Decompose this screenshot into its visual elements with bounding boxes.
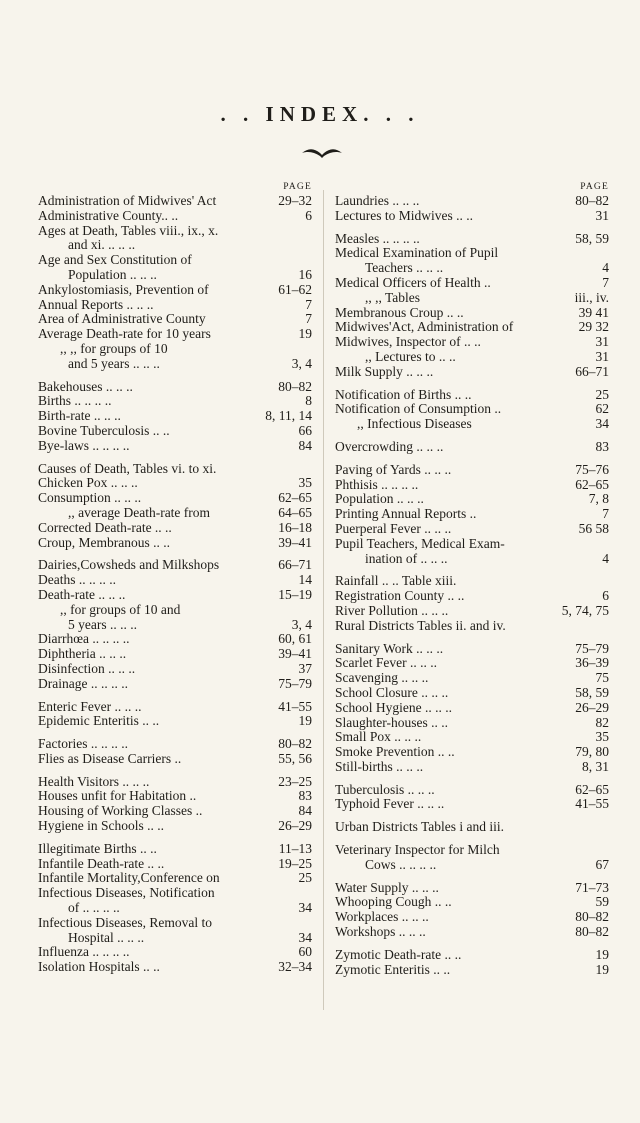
index-entry-page: 34 [298,900,312,916]
index-entry-text: ,, ,, Tables [365,290,421,305]
index-entry [38,842,312,857]
index-entry [335,730,609,745]
index-entry-page: 7, 8 [588,491,609,507]
index-entry-text: Workplaces .. .. .. [335,910,429,925]
index-entry-page: 39–41 [278,534,312,550]
index-entry-text: Housing of Working Classes .. [38,804,203,819]
index-entry [335,783,609,798]
ornament-icon [300,146,344,160]
index-entry-page: 25 [595,386,609,402]
index-entry-text: School Hygiene .. .. .. [335,700,452,715]
index-entry-text: Zymotic Enteritis .. .. [335,962,451,977]
index-entry-page: 31 [595,207,609,223]
index-entry-text: Croup, Membranous .. .. [38,535,170,550]
index-entry [335,686,609,701]
index-column-left [38,180,312,975]
index-entry-page: 58, 59 [575,230,609,246]
index-entry-page: 7 [305,296,312,312]
index-entry-text: Deaths .. .. .. .. [38,573,116,588]
index-entry [38,714,312,729]
index-entry [335,881,609,896]
index-entry-page: 41–55 [278,698,312,714]
index-entry [335,656,609,671]
index-entry [38,886,312,901]
index-entry [38,521,312,536]
index-entry-text: Birth-rate .. .. .. [38,409,121,424]
index-entry [38,804,312,819]
index-entry-text: Administration of Midwives' Act [38,194,217,208]
index-entry-page: 80–82 [575,193,609,208]
index-entry-text: Illegitimate Births .. .. [38,841,157,856]
index-entry-text: Lectures to Midwives .. .. [335,208,473,223]
index-entry-page: 80–82 [575,909,609,925]
index-entry-page: 84 [298,803,312,819]
index-entry-page: 34 [595,416,609,432]
index-entry-text: Corrected Death-rate .. .. [38,520,172,535]
index-entry [38,752,312,767]
index-entry [335,463,609,478]
index-entry-text: Infantile Mortality,Conference on [38,871,220,886]
index-entry-page: 80–82 [278,736,312,752]
index-entry-page: 11–13 [278,840,312,856]
index-entry [38,647,312,662]
index-entry-text: ination of .. .. .. [365,551,448,566]
index-entry [38,945,312,960]
index-entry [38,677,312,692]
entry-gap [38,729,312,737]
index-entry-text: Medical Officers of Health .. [335,275,491,290]
index-entry-text: Still-births .. .. .. [335,759,424,774]
index-entry-page: 8 [305,393,312,409]
index-entry [335,335,609,350]
index-entry-page: 19 [595,946,609,962]
entry-gap [38,692,312,700]
index-entry-page: 67 [595,856,609,872]
index-entry-text: Medical Examination of Pupil [335,246,499,261]
index-entry-text: Influenza .. .. .. .. [38,945,130,960]
index-entry [335,306,609,321]
index-entry [38,819,312,834]
index-entry-page: 15–19 [278,586,312,602]
index-entry-text: Diarrhœa .. .. .. .. [38,632,130,647]
index-entry [38,901,312,916]
index-entry-page: 16–18 [278,519,312,535]
index-entry-page: 14 [298,572,312,588]
index-entry [335,716,609,731]
index-entry-page: 7 [602,506,609,522]
index-entry-text: of .. .. .. .. [68,901,120,916]
index-entry [38,506,312,521]
index-entry-text: ,, ,, for groups of 10 [60,341,168,356]
index-entry-page: 29 32 [578,319,609,335]
index-entry [335,440,609,455]
index-entry-text: Diphtheria .. .. .. [38,647,127,662]
index-entry-text: Population .. .. .. [335,492,424,507]
index-entry-text: Membranous Croup .. .. [335,305,464,320]
index-entry [335,276,609,291]
entry-gap [335,835,609,843]
index-entry-page: 75–79 [278,675,312,691]
index-entry-page: 62–65 [575,476,609,492]
index-entry [38,298,312,313]
index-entry-text: Water Supply .. .. .. [335,880,439,895]
index-entry [38,588,312,603]
entry-gap [38,550,312,558]
index-entry-page: 19 [595,961,609,977]
index-entry-text: Infectious Diseases, Removal to [38,915,212,930]
entry-gap [38,454,312,462]
index-entry-page: 4 [602,550,609,566]
index-entry-page: 32–34 [278,959,312,975]
index-entry [335,522,609,537]
index-entry-text: and 5 years .. .. .. [68,356,160,371]
index-entry-page: 59 [595,894,609,910]
index-entry [335,209,609,224]
index-entry [38,209,312,224]
index-entry [335,671,609,686]
index-entry [335,963,609,978]
index-entry-text: Scavenging .. .. .. [335,671,429,686]
index-entry-text: Causes of Death, Tables vi. to xi. [38,461,217,476]
page-column-header: PAGE [283,182,312,192]
index-entry-text: Milk Supply .. .. .. [335,364,434,379]
index-entry [335,858,609,873]
index-entry [335,507,609,522]
index-entry [335,843,609,858]
index-entry [38,357,312,372]
index-entry [335,948,609,963]
index-entry-text: Hospital .. .. .. [68,930,145,945]
entry-gap [335,634,609,642]
index-entry [38,194,312,209]
index-entry [335,895,609,910]
entry-gap [335,812,609,820]
entry-gap [38,834,312,842]
index-entry [335,417,609,432]
index-entry-page: 82 [595,714,609,730]
index-entry [38,789,312,804]
index-entry-text: Bye-laws .. .. .. .. [38,438,130,453]
index-entry-text: Paving of Yards .. .. .. [335,462,452,477]
index-entry [38,857,312,872]
index-entry-text: Rainfall .. .. Table xiii. [335,574,457,589]
index-entry [38,603,312,618]
index-entry-text: Chicken Pox .. .. .. [38,476,138,491]
index-entry-page: 83 [595,438,609,454]
index-entry [335,388,609,403]
index-entry-page: 7 [602,274,609,290]
index-entry-text: Births .. .. .. .. [38,394,112,409]
index-entry [335,194,609,209]
index-entry-text: Zymotic Death-rate .. .. [335,947,462,962]
index-entry-text: Drainage .. .. .. .. [38,676,128,691]
index-entry [38,573,312,588]
index-entry-text: School Closure .. .. .. [335,685,449,700]
entry-gap [335,224,609,232]
index-entry-text: Laundries .. .. .. [335,194,420,208]
index-entry [38,312,312,327]
index-entry-text: River Pollution .. .. .. [335,603,449,618]
index-entry [38,253,312,268]
index-entry-text: Midwives'Act, Administration of [335,320,514,335]
index-entry [335,589,609,604]
index-entry-text: Isolation Hospitals .. .. [38,960,160,975]
entry-gap [335,873,609,881]
index-entry-page: 84 [298,437,312,453]
index-entry [335,701,609,716]
index-entry [38,224,312,239]
index-entry-text: Scarlet Fever .. .. .. [335,656,437,671]
index-entry-page: 55, 56 [278,750,312,766]
index-entry-page: 71–73 [575,879,609,895]
index-entry-text: Average Death-rate for 10 years [38,327,211,342]
index-entry-page: 4 [602,260,609,276]
index-entry [38,439,312,454]
index-entry-page: 61–62 [278,281,312,297]
index-entry-text: ,, for groups of 10 and [60,602,181,617]
index-entry-text: Measles .. .. .. .. [335,231,420,246]
index-entry [335,350,609,365]
column-divider [323,190,324,1010]
index-entry-page: 39 41 [578,304,609,320]
index-entry [38,632,312,647]
index-entry-text: Phthisis .. .. .. .. [335,477,419,492]
index-entry-page: 60 [298,944,312,960]
index-entry-text: Dairies,Cowsheds and Milkshops [38,558,220,573]
index-entry-page: 35 [595,729,609,745]
index-entry [38,409,312,424]
index-entry [335,745,609,760]
entry-gap [335,940,609,948]
index-entry [335,552,609,567]
index-entry-text: Rural Districts Tables ii. and iv. [335,618,506,633]
index-entry [335,925,609,940]
index-entry-page: 35 [298,475,312,491]
index-entry [335,478,609,493]
index-entry-page: 83 [298,788,312,804]
index-entry [335,642,609,657]
index-entry-page: 41–55 [575,796,609,812]
index-entry-page: 66–71 [575,363,609,379]
index-entry-text: Registration County .. .. [335,589,465,604]
index-entry-page: 66 [298,422,312,438]
index-entry-text: Area of Administrative County [38,312,206,327]
index-entry-text: Notification of Births .. .. [335,387,472,402]
index-entry-page: 34 [298,929,312,945]
index-entry [38,476,312,491]
page-column-header: PAGE [580,182,609,192]
index-entry-text: Factories .. .. .. .. [38,737,128,752]
entry-gap [335,566,609,574]
entry-gap [335,455,609,463]
index-entry-text: and xi. .. .. .. [68,238,136,253]
entry-gap [38,372,312,380]
index-entry-text: Puerperal Fever .. .. .. [335,521,452,536]
index-entry [38,775,312,790]
index-entry-text: Age and Sex Constitution of [38,253,192,268]
index-entry [335,574,609,589]
index-entry-text: Annual Reports .. .. .. [38,297,154,312]
index-entry-page: 7 [305,311,312,327]
index-entry-page: 16 [298,266,312,282]
entry-gap [335,380,609,388]
index-entry-text: Typhoid Fever .. .. .. [335,797,445,812]
index-entry-page: 80–82 [575,924,609,940]
index-entry-page: 79, 80 [575,744,609,760]
index-entry-page: 6 [602,588,609,604]
index-entry-text: Disinfection .. .. .. [38,661,136,676]
index-entry-text: Printing Annual Reports .. [335,507,477,522]
index-entry-text: Population .. .. .. [68,267,157,282]
index-entry-text: Death-rate .. .. .. [38,587,126,602]
index-entry-page: 19 [298,326,312,342]
index-entry-text: Administrative County.. .. [38,208,179,223]
index-entry [38,238,312,253]
index-entry-page: 37 [298,660,312,676]
index-entry-text: Health Visitors .. .. .. [38,774,150,789]
index-entry-page: 8, 11, 14 [265,408,312,424]
index-entry [335,291,609,306]
index-entry-text: Consumption .. .. .. [38,491,142,506]
index-entry [335,492,609,507]
index-entry-text: Smoke Prevention .. .. [335,745,455,760]
index-entry-text: Whooping Cough .. .. [335,895,452,910]
index-entry [335,537,609,552]
index-entry-text: Workshops .. .. .. [335,925,426,940]
index-entry [38,960,312,975]
index-entry [38,380,312,395]
index-entry-page: 26–29 [575,699,609,715]
index-entry [38,491,312,506]
index-entry [38,536,312,551]
index-entry-page: 29–32 [278,193,312,208]
index-entry-text: Bakehouses .. .. .. [38,379,133,394]
entry-gap [38,767,312,775]
index-entry [38,618,312,633]
index-entry-page: iii., iv. [574,289,609,305]
index-entry-text: Bovine Tuberculosis .. .. [38,423,170,438]
index-entry-text: Epidemic Enteritis .. .. [38,714,160,729]
index-entry-text: 5 years .. .. .. [68,617,137,632]
index-entry-text: ,, Lectures to .. .. [365,349,456,364]
index-entry-text: Enteric Fever .. .. .. [38,699,142,714]
index-column-right [335,180,609,977]
index-entry-page: 6 [305,207,312,223]
index-entry-text: Infectious Diseases, Notification [38,886,215,901]
index-entry-page: 23–25 [278,773,312,789]
index-entry-page: 66–71 [278,557,312,573]
index-entry-page: 39–41 [278,646,312,662]
index-entry-text: Urban Districts Tables i and iii. [335,820,505,835]
index-entry-text: Ages at Death, Tables viii., ix., x. [38,223,219,238]
index-entry-page: 5, 74, 75 [561,602,609,618]
index-entry-text: Hygiene in Schools .. .. [38,819,164,834]
index-entry [38,931,312,946]
index-entry-text: Veterinary Inspector for Milch [335,843,500,858]
index-entry-text: Tuberculosis .. .. .. [335,782,435,797]
index-entry [38,424,312,439]
index-entry-page: 19–25 [278,855,312,871]
index-entry [38,558,312,573]
index-entry [38,394,312,409]
index-entry-text: Slaughter-houses .. .. [335,715,448,730]
index-entry [335,320,609,335]
index-entry [38,916,312,931]
index-entry-text: ,, average Death-rate from [68,505,211,520]
index-entry [38,462,312,477]
index-entry [38,662,312,677]
index-entry-page: 62–65 [278,490,312,506]
index-entry-page: 58, 59 [575,684,609,700]
index-entry [335,402,609,417]
index-entry-text: Flies as Disease Carriers .. [38,751,182,766]
index-entry-page: 3, 4 [291,616,312,632]
index-entry-text: Teachers .. .. .. [365,261,444,276]
index-entry [335,820,609,835]
index-entry [335,604,609,619]
index-entry-page: 62–65 [575,781,609,797]
index-entry [335,619,609,634]
index-entry-page: 31 [595,334,609,350]
index-entry-text: Sanitary Work .. .. .. [335,641,444,656]
index-entry-text: Houses unfit for Habitation .. [38,789,197,804]
page-title: . . INDEX. . . [220,102,420,126]
index-entry [38,871,312,886]
index-entry-text: Small Pox .. .. .. [335,730,422,745]
index-entry-text: Cows .. .. .. .. [365,857,437,872]
index-entry-page: 36–39 [575,655,609,671]
index-entry-page: 31 [595,348,609,364]
index-entry [38,327,312,342]
index-entry [38,342,312,357]
index-entry-text: Notification of Consumption .. [335,402,502,417]
index-entry-page: 62 [595,401,609,417]
index-entry [38,737,312,752]
index-entry-text: Overcrowding .. .. .. [335,439,444,454]
index-entry-page: 19 [298,713,312,729]
index-entry-text: Infantile Death-rate .. .. [38,856,165,871]
index-entry-page: 80–82 [278,378,312,394]
entry-gap [335,432,609,440]
index-entry [38,268,312,283]
index-entry-text: Pupil Teachers, Medical Exam- [335,536,505,551]
index-entry-text: Ankylostomiasis, Prevention of [38,282,209,297]
index-entry [335,910,609,925]
index-entry [335,365,609,380]
index-entry-page: 8, 31 [582,758,609,774]
index-entry-page: 60, 61 [278,631,312,647]
index-entry-page: 3, 4 [291,355,312,371]
index-entry-page: 25 [298,870,312,886]
index-entry [335,246,609,261]
index-entry [38,283,312,298]
index-entry-page: 56 58 [578,520,609,536]
entry-gap [335,775,609,783]
index-entry-text: ,, Infectious Diseases [357,417,472,432]
index-entry [335,261,609,276]
index-entry-page: 26–29 [278,818,312,834]
index-entry-page: 75–76 [575,461,609,477]
index-entry [335,232,609,247]
index-entry-text: Midwives, Inspector of .. .. [335,335,481,350]
index-entry-page: 64–65 [278,504,312,520]
index-entry-page: 75 [595,670,609,686]
index-entry [38,700,312,715]
index-entry [335,797,609,812]
index-entry [335,760,609,775]
index-entry-page: 75–79 [575,640,609,656]
